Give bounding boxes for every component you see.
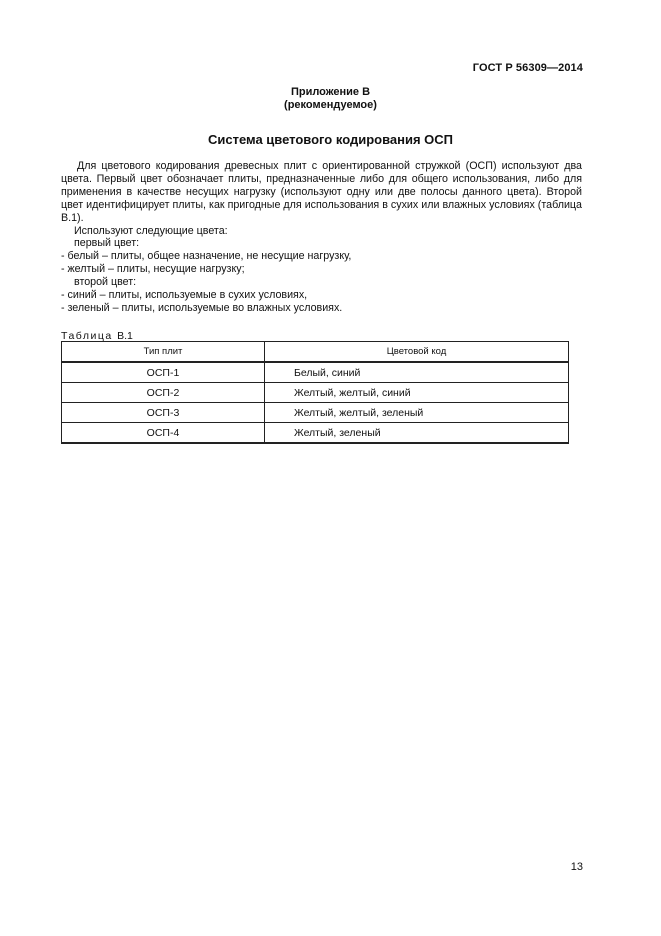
table-row <box>62 423 569 444</box>
annex-subtitle: (рекомендуемое) <box>284 99 377 111</box>
list-item: - белый – плиты, общее назначение, не несущие нагрузку, <box>61 250 352 263</box>
cell-board-type: ОСП-1 <box>62 362 265 383</box>
cell-color-code: Белый, синий <box>265 362 569 383</box>
colors-intro: Используют следующие цвета: <box>74 224 228 237</box>
body-text <box>61 160 582 315</box>
cell-board-type: ОСП-2 <box>62 383 265 403</box>
header-board-type: Тип плит <box>62 342 265 363</box>
header-color-code: Цветовой код <box>265 342 569 363</box>
cell-color-code: Желтый, желтый, синий <box>265 383 569 403</box>
first-color-label: первый цвет: <box>74 237 140 250</box>
second-color-label: второй цвет: <box>74 276 137 289</box>
table-header-row <box>62 342 569 363</box>
list-item: - желтый – плиты, несущие нагрузку; <box>61 263 245 276</box>
cell-board-type: ОСП-4 <box>62 423 265 444</box>
list-item: - синий – плиты, используемые в сухих условиях, <box>61 289 308 302</box>
color-code-table <box>61 341 569 444</box>
intro-paragraph: Для цветового кодирования древесных плит с ориентированной стружкой (ОСП) используют два цвета. Первый цвет обозначает плиты, предназначенные либо для общего использования, либо для применения в качестве несущих нагрузку (используют одну или две полосы данного цвета). Второй цвет идентифицирует плиты, как пригодные для использования в сухих или влажных условиях (таблица В.1). <box>61 160 582 224</box>
page-number: 13 <box>570 861 583 873</box>
annex-heading <box>0 86 661 112</box>
list-item: - зеленый – плиты, используемые во влажных условиях. <box>61 301 343 314</box>
table-caption-word: Таблица <box>61 330 113 342</box>
cell-board-type: ОСП-3 <box>62 403 265 423</box>
table-row <box>62 362 569 383</box>
cell-color-code: Желтый, желтый, зеленый <box>265 403 569 423</box>
table-row <box>62 383 569 403</box>
table-caption-number: В.1 <box>117 330 133 342</box>
annex-title: Приложение В <box>290 86 371 98</box>
section-title: Система цветового кодирования ОСП <box>207 132 454 147</box>
table-row <box>62 403 569 423</box>
document-code: ГОСТ Р 56309—2014 <box>472 62 583 74</box>
cell-color-code: Желтый, зеленый <box>265 423 569 444</box>
